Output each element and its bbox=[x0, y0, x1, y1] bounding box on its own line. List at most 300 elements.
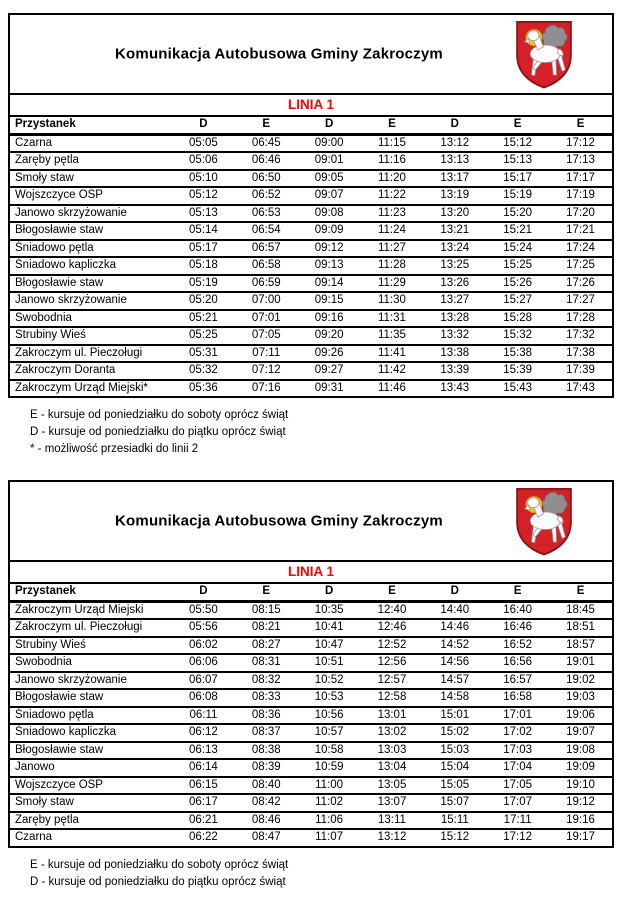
departure-time: 13:28 bbox=[423, 310, 486, 328]
departure-time: 06:12 bbox=[172, 724, 235, 742]
departure-time: 16:56 bbox=[486, 654, 549, 672]
departure-time: 12:46 bbox=[361, 619, 424, 637]
departure-time: 19:07 bbox=[549, 724, 612, 742]
departure-time: 08:32 bbox=[235, 672, 298, 690]
departure-time: 10:52 bbox=[298, 672, 361, 690]
departure-time: 05:14 bbox=[172, 222, 235, 240]
timetable-row bbox=[10, 222, 612, 240]
departure-time: 13:20 bbox=[423, 205, 486, 223]
departure-time: 17:03 bbox=[486, 742, 549, 760]
departure-time: 14:40 bbox=[423, 601, 486, 619]
departure-time: 05:50 bbox=[172, 601, 235, 619]
stop-name: Janowo skrzyżowanie bbox=[10, 292, 172, 310]
departure-time: 06:21 bbox=[172, 812, 235, 830]
departure-time: 05:12 bbox=[172, 187, 235, 205]
departure-time: 09:13 bbox=[298, 257, 361, 275]
day-code-column-header: D bbox=[423, 116, 486, 134]
departure-time: 15:25 bbox=[486, 257, 549, 275]
departure-time: 13:21 bbox=[423, 222, 486, 240]
departure-time: 09:26 bbox=[298, 345, 361, 363]
departure-time: 10:51 bbox=[298, 654, 361, 672]
stop-name: Strubiny Wieś bbox=[10, 327, 172, 345]
departure-time: 06:57 bbox=[235, 240, 298, 258]
timetable-row bbox=[10, 380, 612, 397]
departure-time: 05:19 bbox=[172, 275, 235, 293]
stop-name: Zakroczym ul. Pieczoługi bbox=[10, 619, 172, 637]
footnotes bbox=[8, 398, 614, 480]
departure-time: 11:06 bbox=[298, 812, 361, 830]
departure-time: 08:21 bbox=[235, 619, 298, 637]
timetable-row bbox=[10, 170, 612, 188]
departure-time: 17:04 bbox=[486, 759, 549, 777]
departure-time: 08:36 bbox=[235, 707, 298, 725]
departure-time: 15:21 bbox=[486, 222, 549, 240]
departure-time: 17:05 bbox=[486, 777, 549, 795]
departure-time: 11:15 bbox=[361, 134, 424, 152]
departure-time: 13:27 bbox=[423, 292, 486, 310]
stop-name: Śniadowo kapliczka bbox=[10, 724, 172, 742]
departure-time: 08:33 bbox=[235, 689, 298, 707]
departure-time: 05:18 bbox=[172, 257, 235, 275]
departure-time: 19:12 bbox=[549, 794, 612, 812]
timetable-row bbox=[10, 689, 612, 707]
day-code-column-header: E bbox=[361, 116, 424, 134]
stop-column-header: Przystanek bbox=[10, 116, 172, 134]
departure-time: 13:43 bbox=[423, 380, 486, 397]
departure-time: 14:46 bbox=[423, 619, 486, 637]
timetable-row bbox=[10, 275, 612, 293]
departure-time: 15:04 bbox=[423, 759, 486, 777]
timetable-row bbox=[10, 345, 612, 363]
departure-time: 19:10 bbox=[549, 777, 612, 795]
departure-time: 06:17 bbox=[172, 794, 235, 812]
timetable-section bbox=[8, 13, 614, 480]
departure-time: 11:28 bbox=[361, 257, 424, 275]
departure-time: 10:53 bbox=[298, 689, 361, 707]
departure-time: 08:46 bbox=[235, 812, 298, 830]
departure-time: 13:12 bbox=[423, 134, 486, 152]
departure-time: 17:43 bbox=[549, 380, 612, 397]
departure-time: 09:00 bbox=[298, 134, 361, 152]
departure-time: 17:39 bbox=[549, 362, 612, 380]
departure-time: 06:02 bbox=[172, 637, 235, 655]
departure-time: 06:07 bbox=[172, 672, 235, 690]
departure-time: 07:00 bbox=[235, 292, 298, 310]
departure-time: 17:12 bbox=[549, 134, 612, 152]
departure-time: 07:01 bbox=[235, 310, 298, 328]
departure-time: 15:12 bbox=[423, 829, 486, 846]
timetable-row bbox=[10, 205, 612, 223]
departure-time: 07:12 bbox=[235, 362, 298, 380]
departure-time: 14:57 bbox=[423, 672, 486, 690]
departure-time: 11:29 bbox=[361, 275, 424, 293]
timetable-row bbox=[10, 152, 612, 170]
departure-time: 06:11 bbox=[172, 707, 235, 725]
timetable-table bbox=[10, 582, 612, 846]
stop-name: Błogosławie staw bbox=[10, 689, 172, 707]
timetable bbox=[8, 480, 614, 848]
stop-name: Swobodnia bbox=[10, 310, 172, 328]
stop-name: Błogosławie staw bbox=[10, 275, 172, 293]
departure-time: 05:56 bbox=[172, 619, 235, 637]
departure-time: 16:40 bbox=[486, 601, 549, 619]
departure-time: 17:17 bbox=[549, 170, 612, 188]
stop-name: Janowo skrzyżowanie bbox=[10, 205, 172, 223]
footnote: D - kursuje od poniedziałku do piątku oprócz świąt bbox=[30, 426, 286, 438]
departure-time: 10:58 bbox=[298, 742, 361, 760]
departure-time: 15:12 bbox=[486, 134, 549, 152]
departure-time: 13:32 bbox=[423, 327, 486, 345]
departure-time: 11:31 bbox=[361, 310, 424, 328]
departure-time: 10:41 bbox=[298, 619, 361, 637]
timetable-row bbox=[10, 672, 612, 690]
timetable-row bbox=[10, 601, 612, 619]
timetable-row bbox=[10, 619, 612, 637]
timetable-row bbox=[10, 794, 612, 812]
departure-time: 13:04 bbox=[361, 759, 424, 777]
departure-time: 17:02 bbox=[486, 724, 549, 742]
departure-time: 16:52 bbox=[486, 637, 549, 655]
day-code-column-header: E bbox=[235, 583, 298, 601]
departure-time: 15:38 bbox=[486, 345, 549, 363]
departure-time: 09:31 bbox=[298, 380, 361, 397]
timetable-row bbox=[10, 724, 612, 742]
departure-time: 07:05 bbox=[235, 327, 298, 345]
timetable-row bbox=[10, 637, 612, 655]
departure-time: 16:58 bbox=[486, 689, 549, 707]
day-code-column-header: E bbox=[549, 583, 612, 601]
departure-time: 17:38 bbox=[549, 345, 612, 363]
departure-time: 11:27 bbox=[361, 240, 424, 258]
departure-time: 13:01 bbox=[361, 707, 424, 725]
line-label: LINIA 1 bbox=[10, 560, 612, 582]
departure-time: 16:46 bbox=[486, 619, 549, 637]
footnote: E - kursuje od poniedziałku do soboty oprócz świąt bbox=[30, 409, 289, 421]
departure-time: 11:41 bbox=[361, 345, 424, 363]
stop-name: Strubiny Wieś bbox=[10, 637, 172, 655]
stop-name: Zaręby pętla bbox=[10, 152, 172, 170]
departure-time: 15:32 bbox=[486, 327, 549, 345]
departure-time: 13:39 bbox=[423, 362, 486, 380]
timetable-row bbox=[10, 812, 612, 830]
departure-time: 15:26 bbox=[486, 275, 549, 293]
departure-time: 15:07 bbox=[423, 794, 486, 812]
departure-time: 06:54 bbox=[235, 222, 298, 240]
stop-name: Zaręby pętla bbox=[10, 812, 172, 830]
day-code-column-header: E bbox=[549, 116, 612, 134]
departure-time: 18:51 bbox=[549, 619, 612, 637]
timetable-row bbox=[10, 759, 612, 777]
stop-name: Wojszczyce OSP bbox=[10, 187, 172, 205]
departure-time: 19:06 bbox=[549, 707, 612, 725]
departure-time: 06:13 bbox=[172, 742, 235, 760]
departure-time: 06:45 bbox=[235, 134, 298, 152]
departure-time: 12:40 bbox=[361, 601, 424, 619]
day-code-column-header: E bbox=[486, 583, 549, 601]
departure-time: 17:27 bbox=[549, 292, 612, 310]
departure-time: 08:37 bbox=[235, 724, 298, 742]
departure-time: 15:03 bbox=[423, 742, 486, 760]
stop-name: Zakroczym Urząd Miejski bbox=[10, 601, 172, 619]
departure-time: 08:31 bbox=[235, 654, 298, 672]
departure-time: 05:10 bbox=[172, 170, 235, 188]
stop-name: Zakroczym ul. Pieczoługi bbox=[10, 345, 172, 363]
departure-time: 10:57 bbox=[298, 724, 361, 742]
departure-time: 09:08 bbox=[298, 205, 361, 223]
departure-time: 05:13 bbox=[172, 205, 235, 223]
departure-time: 15:05 bbox=[423, 777, 486, 795]
day-code-column-header: E bbox=[361, 583, 424, 601]
departure-time: 06:22 bbox=[172, 829, 235, 846]
departure-time: 11:23 bbox=[361, 205, 424, 223]
departure-time: 05:36 bbox=[172, 380, 235, 397]
departure-time: 19:01 bbox=[549, 654, 612, 672]
departure-time: 06:46 bbox=[235, 152, 298, 170]
stop-name: Smoły staw bbox=[10, 794, 172, 812]
departure-time: 08:40 bbox=[235, 777, 298, 795]
departure-time: 11:46 bbox=[361, 380, 424, 397]
departure-time: 12:56 bbox=[361, 654, 424, 672]
departure-time: 17:19 bbox=[549, 187, 612, 205]
departure-time: 15:13 bbox=[486, 152, 549, 170]
stop-name: Zakroczym Urząd Miejski* bbox=[10, 380, 172, 397]
departure-time: 11:00 bbox=[298, 777, 361, 795]
departure-time: 09:15 bbox=[298, 292, 361, 310]
timetable-header bbox=[10, 482, 612, 560]
day-code-column-header: E bbox=[235, 116, 298, 134]
timetable-header bbox=[10, 15, 612, 93]
timetable-table bbox=[10, 115, 612, 396]
timetable-row bbox=[10, 707, 612, 725]
document-title: Komunikacja Autobusowa Gminy Zakroczym bbox=[115, 512, 443, 530]
departure-time: 13:24 bbox=[423, 240, 486, 258]
day-code-column-header: D bbox=[172, 583, 235, 601]
stop-name: Błogosławie staw bbox=[10, 742, 172, 760]
departure-time: 09:16 bbox=[298, 310, 361, 328]
departure-time: 15:11 bbox=[423, 812, 486, 830]
timetable-row bbox=[10, 134, 612, 152]
stop-name: Janowo bbox=[10, 759, 172, 777]
departure-time: 19:17 bbox=[549, 829, 612, 846]
departure-time: 06:08 bbox=[172, 689, 235, 707]
day-code-column-header: D bbox=[298, 583, 361, 601]
departure-time: 10:35 bbox=[298, 601, 361, 619]
zakroczym-coat-of-arms-icon bbox=[512, 20, 576, 90]
departure-time: 09:07 bbox=[298, 187, 361, 205]
departure-time: 06:14 bbox=[172, 759, 235, 777]
departure-time: 11:35 bbox=[361, 327, 424, 345]
departure-time: 09:05 bbox=[298, 170, 361, 188]
departure-time: 13:12 bbox=[361, 829, 424, 846]
departure-time: 17:26 bbox=[549, 275, 612, 293]
departure-time: 11:24 bbox=[361, 222, 424, 240]
departure-time: 17:20 bbox=[549, 205, 612, 223]
departure-time: 15:17 bbox=[486, 170, 549, 188]
column-header-row bbox=[10, 116, 612, 134]
departure-time: 05:31 bbox=[172, 345, 235, 363]
departure-time: 06:59 bbox=[235, 275, 298, 293]
departure-time: 08:15 bbox=[235, 601, 298, 619]
departure-time: 13:19 bbox=[423, 187, 486, 205]
departure-time: 08:39 bbox=[235, 759, 298, 777]
timetable-row bbox=[10, 292, 612, 310]
departure-time: 15:24 bbox=[486, 240, 549, 258]
departure-time: 11:07 bbox=[298, 829, 361, 846]
departure-time: 17:24 bbox=[549, 240, 612, 258]
departure-time: 17:01 bbox=[486, 707, 549, 725]
departure-time: 19:02 bbox=[549, 672, 612, 690]
departure-time: 08:42 bbox=[235, 794, 298, 812]
departure-time: 15:02 bbox=[423, 724, 486, 742]
departure-time: 11:20 bbox=[361, 170, 424, 188]
departure-time: 15:01 bbox=[423, 707, 486, 725]
departure-time: 05:17 bbox=[172, 240, 235, 258]
departure-time: 14:52 bbox=[423, 637, 486, 655]
timetable-row bbox=[10, 742, 612, 760]
departure-time: 06:50 bbox=[235, 170, 298, 188]
stop-name: Zakroczym Doranta bbox=[10, 362, 172, 380]
departure-time: 17:13 bbox=[549, 152, 612, 170]
departure-time: 08:38 bbox=[235, 742, 298, 760]
departure-time: 13:26 bbox=[423, 275, 486, 293]
stop-name: Śniadowo pętla bbox=[10, 707, 172, 725]
departure-time: 09:01 bbox=[298, 152, 361, 170]
departure-time: 19:16 bbox=[549, 812, 612, 830]
timetable-row bbox=[10, 310, 612, 328]
departure-time: 12:52 bbox=[361, 637, 424, 655]
departure-time: 13:02 bbox=[361, 724, 424, 742]
stop-name: Swobodnia bbox=[10, 654, 172, 672]
stop-column-header: Przystanek bbox=[10, 583, 172, 601]
departure-time: 19:03 bbox=[549, 689, 612, 707]
departure-time: 07:16 bbox=[235, 380, 298, 397]
timetable-row bbox=[10, 654, 612, 672]
departure-time: 13:07 bbox=[361, 794, 424, 812]
departure-time: 16:57 bbox=[486, 672, 549, 690]
timetable bbox=[8, 13, 614, 398]
departure-time: 19:09 bbox=[549, 759, 612, 777]
departure-time: 05:32 bbox=[172, 362, 235, 380]
departure-time: 05:06 bbox=[172, 152, 235, 170]
departure-time: 13:11 bbox=[361, 812, 424, 830]
stop-name: Wojszczyce OSP bbox=[10, 777, 172, 795]
timetable-row bbox=[10, 240, 612, 258]
departure-time: 15:39 bbox=[486, 362, 549, 380]
departure-time: 13:17 bbox=[423, 170, 486, 188]
departure-time: 11:22 bbox=[361, 187, 424, 205]
departure-time: 19:08 bbox=[549, 742, 612, 760]
footnote: * - możliwość przesiadki do linii 2 bbox=[30, 443, 199, 455]
departure-time: 08:27 bbox=[235, 637, 298, 655]
departure-time: 11:42 bbox=[361, 362, 424, 380]
day-code-column-header: E bbox=[486, 116, 549, 134]
departure-time: 09:27 bbox=[298, 362, 361, 380]
departure-time: 11:30 bbox=[361, 292, 424, 310]
stop-name: Smoły staw bbox=[10, 170, 172, 188]
departure-time: 06:58 bbox=[235, 257, 298, 275]
departure-time: 15:43 bbox=[486, 380, 549, 397]
departure-time: 17:21 bbox=[549, 222, 612, 240]
day-code-column-header: D bbox=[172, 116, 235, 134]
stop-name: Janowo skrzyżowanie bbox=[10, 672, 172, 690]
departure-time: 18:57 bbox=[549, 637, 612, 655]
departure-time: 15:27 bbox=[486, 292, 549, 310]
departure-time: 07:11 bbox=[235, 345, 298, 363]
departure-time: 13:38 bbox=[423, 345, 486, 363]
departure-time: 09:20 bbox=[298, 327, 361, 345]
document-title: Komunikacja Autobusowa Gminy Zakroczym bbox=[115, 45, 443, 63]
departure-time: 10:56 bbox=[298, 707, 361, 725]
departure-time: 15:20 bbox=[486, 205, 549, 223]
day-code-column-header: D bbox=[298, 116, 361, 134]
departure-time: 13:13 bbox=[423, 152, 486, 170]
departure-time: 11:16 bbox=[361, 152, 424, 170]
timetable-row bbox=[10, 327, 612, 345]
departure-time: 14:58 bbox=[423, 689, 486, 707]
stop-name: Czarna bbox=[10, 829, 172, 846]
departure-time: 13:05 bbox=[361, 777, 424, 795]
departure-time: 18:45 bbox=[549, 601, 612, 619]
timetable-row bbox=[10, 187, 612, 205]
departure-time: 11:02 bbox=[298, 794, 361, 812]
departure-time: 17:28 bbox=[549, 310, 612, 328]
departure-time: 09:09 bbox=[298, 222, 361, 240]
footnote: D - kursuje od poniedziałku do piątku oprócz świąt bbox=[30, 875, 286, 888]
departure-time: 17:11 bbox=[486, 812, 549, 830]
departure-time: 17:12 bbox=[486, 829, 549, 846]
departure-time: 15:28 bbox=[486, 310, 549, 328]
timetable-row bbox=[10, 362, 612, 380]
departure-time: 10:47 bbox=[298, 637, 361, 655]
stop-name: Śniadowo kapliczka bbox=[10, 257, 172, 275]
stop-name: Śniadowo pętla bbox=[10, 240, 172, 258]
footnote: E - kursuje od poniedziałku do soboty oprócz świąt bbox=[30, 858, 289, 871]
departure-time: 17:25 bbox=[549, 257, 612, 275]
footnotes bbox=[8, 848, 614, 913]
departure-time: 08:47 bbox=[235, 829, 298, 846]
timetable-row bbox=[10, 257, 612, 275]
departure-time: 06:53 bbox=[235, 205, 298, 223]
column-header-row bbox=[10, 583, 612, 601]
timetable-section bbox=[8, 480, 614, 913]
departure-time: 09:12 bbox=[298, 240, 361, 258]
departure-time: 13:25 bbox=[423, 257, 486, 275]
timetable-row bbox=[10, 829, 612, 846]
departure-time: 05:05 bbox=[172, 134, 235, 152]
departure-time: 14:56 bbox=[423, 654, 486, 672]
departure-time: 06:52 bbox=[235, 187, 298, 205]
departure-time: 05:25 bbox=[172, 327, 235, 345]
departure-time: 17:32 bbox=[549, 327, 612, 345]
departure-time: 13:03 bbox=[361, 742, 424, 760]
departure-time: 05:21 bbox=[172, 310, 235, 328]
line-label: LINIA 1 bbox=[10, 93, 612, 115]
zakroczym-coat-of-arms-icon bbox=[512, 487, 576, 557]
departure-time: 12:58 bbox=[361, 689, 424, 707]
departure-time: 17:07 bbox=[486, 794, 549, 812]
departure-time: 12:57 bbox=[361, 672, 424, 690]
departure-time: 15:19 bbox=[486, 187, 549, 205]
departure-time: 05:20 bbox=[172, 292, 235, 310]
departure-time: 10:59 bbox=[298, 759, 361, 777]
stop-name: Błogosławie staw bbox=[10, 222, 172, 240]
timetable-row bbox=[10, 777, 612, 795]
day-code-column-header: D bbox=[423, 583, 486, 601]
departure-time: 06:06 bbox=[172, 654, 235, 672]
departure-time: 09:14 bbox=[298, 275, 361, 293]
stop-name: Czarna bbox=[10, 134, 172, 152]
departure-time: 06:15 bbox=[172, 777, 235, 795]
